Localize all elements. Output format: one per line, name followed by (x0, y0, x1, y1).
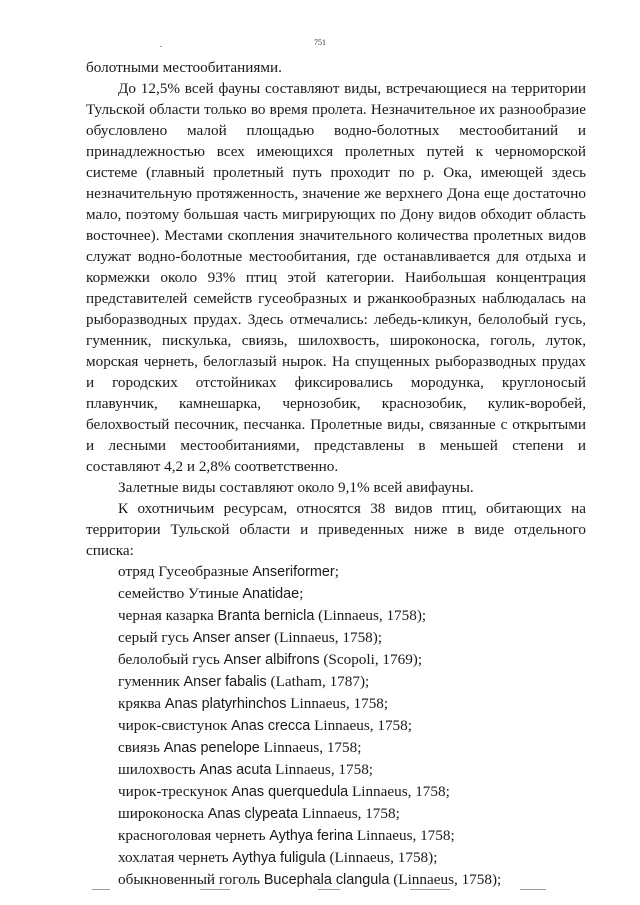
list-item: широконоска Anas clypeata Linnaeus, 1758; (118, 805, 400, 822)
list-item: серый гусь Anser anser (Linnaeus, 1758); (118, 629, 383, 646)
paragraph-vagrants: Залетные виды составляют около 9,1% всей авифауны. (118, 479, 474, 496)
list-item: гуменник Anser fabalis (Latham, 1787); (118, 673, 370, 690)
list-item: белолобый гусь Anser albifrons (Scopoli, 1769); (118, 651, 423, 668)
list-item: свиязь Anas penelope Linnaeus, 1758; (118, 739, 362, 756)
scan-speck (160, 46, 162, 47)
list-item: отряд Гусеобразные Anseriformer; (118, 563, 339, 580)
list-item: черная казарка Branta bernicla (Linnaeus, 1758); (118, 607, 427, 624)
list-item: обыкновенный гоголь Bucephala clangula (Linnaeus, 1758); (118, 871, 502, 888)
list-item: кряква Anas platyrhinchos Linnaeus, 1758; (118, 695, 389, 712)
list-item: чирок-свистунок Anas crecca Linnaeus, 1758; (118, 717, 412, 734)
scan-speck (410, 889, 450, 890)
list-item: хохлатая чернеть Aythya fuligula (Linnaeus, 1758); (118, 849, 438, 866)
scan-speck (318, 889, 340, 890)
list-item: шилохвость Anas acuta Linnaeus, 1758; (118, 761, 374, 778)
list-item: красноголовая чернеть Aythya ferina Linnaeus, 1758; (118, 827, 455, 844)
page-content (86, 57, 586, 891)
scan-speck (520, 889, 546, 890)
scan-speck (200, 889, 230, 890)
species-list (86, 561, 586, 891)
list-item: семейство Утиные Anatidae; (118, 585, 304, 602)
scan-speck (92, 889, 110, 890)
paragraph-intro: болотными местообитаниями. (86, 59, 282, 76)
list-item: чирок-трескунок Anas querquedula Linnaeus, 1758; (118, 783, 450, 800)
page-number: 751 (314, 38, 326, 47)
paragraph-migrants: До 12,5% всей фауны составляют виды, встречающиеся на территории Тульской области только во время пролета. Незначительное их разнообразие обусловлено малой площадью водно-болотных местообитаний и принадлежностью всех имеющихся пролетных путей к черноморской системе (главный пролетный путь проходит по р. Ока, имеющей здесь незначительную протяженность, значение же верхнего Дона еще достаточно мало, поэтому большая часть мигрирующих по Дону видов обходит область восточнее). Местами скопления значительного количества пролетных видов служат водно-болотные местообитания, где останавливается для отдыха и кормежки около 93% птиц этой категории. Наибольшая концентрация представителей семейств гусеобразных и ржанкообразных наблюдалась на рыборазводных прудах. Здесь отмечались: лебедь-кликун, белолобый гусь, гуменник, пискулька, свиязь, шилохвость, широконоска, гоголь, луток, морская чернеть, белоглазый нырок. На спущенных рыборазводных прудах и городских отстойниках фиксировались мородунка, круглоносый плавунчик, камнешарка, чернозобик, краснозобик, кулик-воробей, белохвостый песочник, песчанка. Пролетные виды, связанные с открытыми и лесными местообитаниями, представлены в меньшей степени и составляют 4,2 и 2,8% соответственно. (86, 80, 586, 475)
paragraph-hunting-resources: К охотничьим ресурсам, относятся 38 видов птиц, обитающих на территории Тульской области и приведенных ниже в виде отдельного списка: (86, 500, 586, 559)
